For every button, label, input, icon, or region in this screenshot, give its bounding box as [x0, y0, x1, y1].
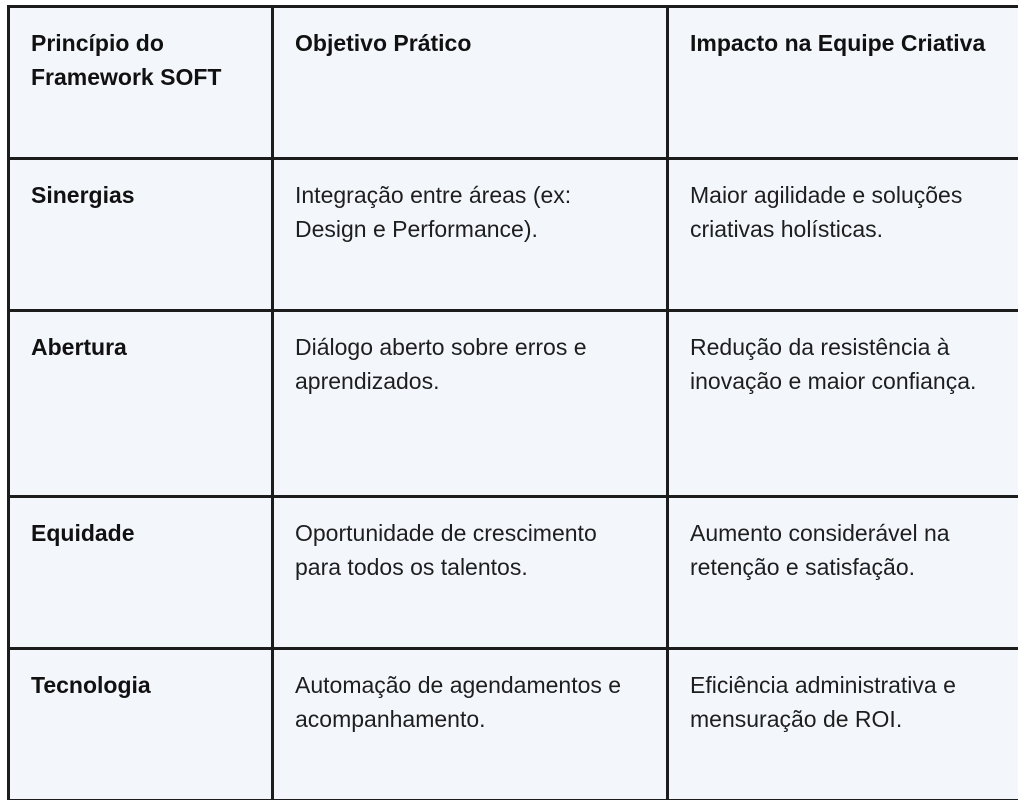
- row-objective-equity: Oportunidade de crescimento para todos os talentos.: [274, 498, 666, 647]
- row-impact-technology: Eficiência administrativa e mensuração de ROI.: [669, 650, 1018, 799]
- header-impact: Impacto na Equipe Criativa: [669, 8, 1018, 157]
- row-impact-openness: Redução da resistência à inovação e maior confiança.: [669, 312, 1018, 495]
- row-impact-equity: Aumento considerável na retenção e satisfação.: [669, 498, 1018, 647]
- row-impact-synergies: Maior agilidade e soluções criativas holísticas.: [669, 160, 1018, 309]
- row-principle-equity: Equidade: [10, 498, 271, 647]
- header-objective: Objetivo Prático: [274, 8, 666, 157]
- header-principle: Princípio do Framework SOFT: [10, 8, 271, 157]
- row-principle-technology: Tecnologia: [10, 650, 271, 799]
- row-principle-openness: Abertura: [10, 312, 271, 495]
- soft-framework-table: [7, 5, 1018, 800]
- row-principle-synergies: Sinergias: [10, 160, 271, 309]
- row-objective-openness: Diálogo aberto sobre erros e aprendizados.: [274, 312, 666, 495]
- row-objective-technology: Automação de agendamentos e acompanhamento.: [274, 650, 666, 799]
- row-objective-synergies: Integração entre áreas (ex: Design e Performance).: [274, 160, 666, 309]
